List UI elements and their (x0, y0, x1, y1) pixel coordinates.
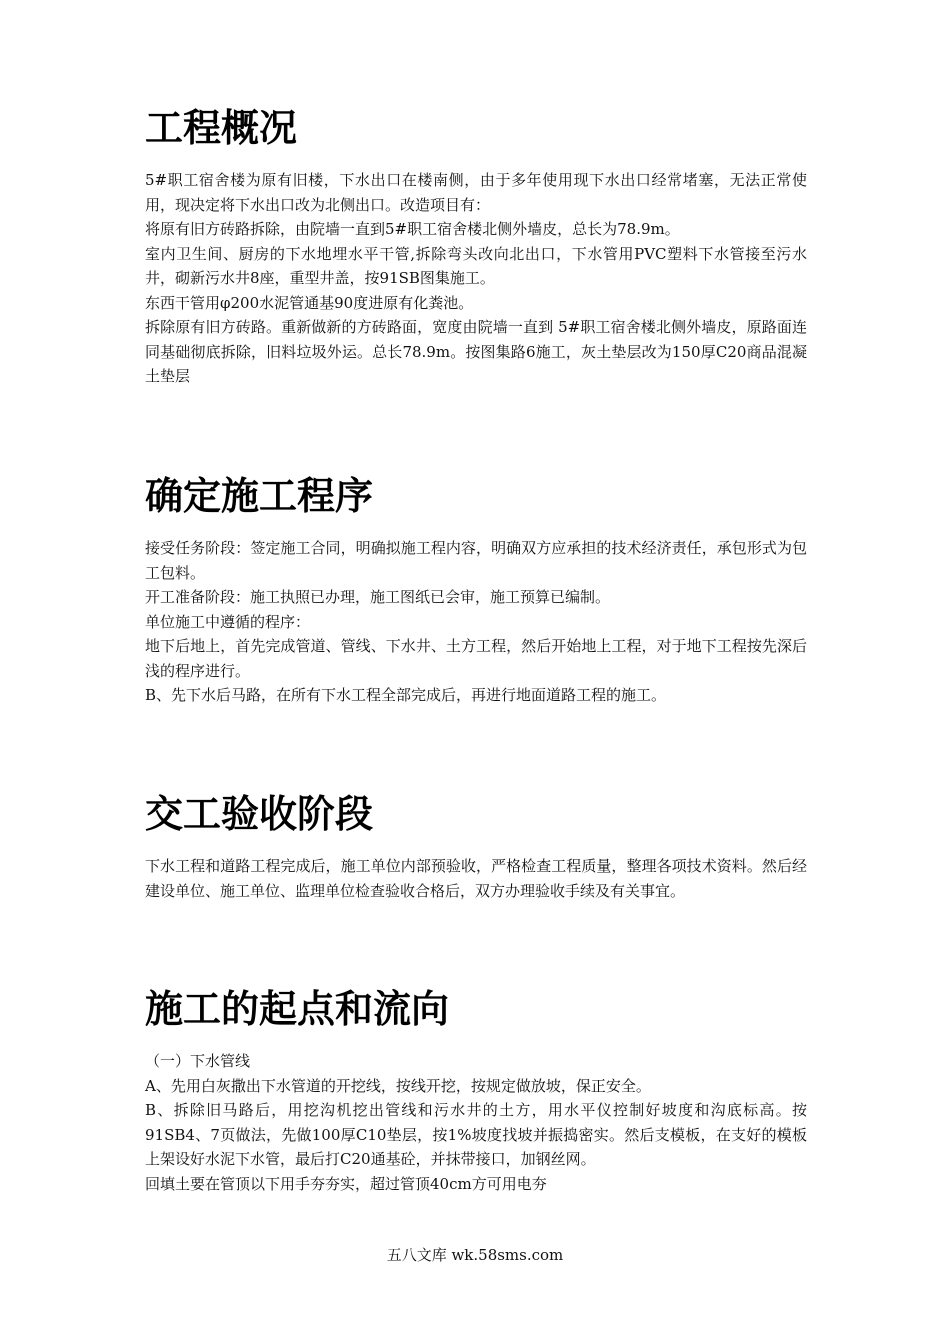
paragraph: 单位施工中遵循的程序： (145, 612, 311, 631)
paragraph: 东西干管用φ200水泥管通基90度进原有化粪池。 (145, 293, 474, 312)
paragraph: A、先用白灰撒出下水管道的开挖线，按线开挖，按规定做放坡，保正安全。 (145, 1076, 651, 1095)
paragraph: （一）下水管线 (145, 1052, 251, 1070)
paragraph: B、先下水后马路，在所有下水工程全部完成后，再进行地面道路工程的施工。 (145, 686, 667, 704)
section-body (145, 1049, 807, 1196)
paragraph: 下水工程和道路工程完成后，施工单位内部预验收，严格检查工程质量，整理各项技术资料。然后经建设单位、施工单位、监理单位检查验收合格后，双方办理验收手续及有关事宜。 (145, 857, 807, 900)
paragraph: 接受任务阶段：签定施工合同，明确拟施工程内容，明确双方应承担的技术经济责任，承包形式为包工包料。 (145, 539, 807, 582)
section-body (145, 168, 807, 389)
paragraph: 5#职工宿舍楼为原有旧楼，下水出口在楼南侧，由于多年使用现下水出口经常堵塞，无法正常使用，现决定将下水出口改为北侧出口。改造项目有： (145, 171, 807, 214)
paragraph: 将原有旧方砖路拆除，由院墙一直到5#职工宿舍楼北侧外墙皮，总长为78.9m。 (145, 220, 680, 238)
paragraph: 拆除原有旧方砖路。重新做新的方砖路面，宽度由院墙一直到 5#职工宿舍楼北侧外墙皮，原路面连同基础彻底拆除，旧料垃圾外运。总长78.9m。按图集路6施工，灰土垫层改为150厚C20商品混凝土垫层 (145, 318, 807, 385)
section-acceptance-stage (145, 792, 807, 903)
section-body (145, 854, 807, 903)
section-start-and-flow (145, 987, 807, 1196)
paragraph: 室内卫生间、厨房的下水地埋水平干管,拆除弯头改向北出口，下水管用PVC塑料下水管接至污水井，砌新污水井8座，重型井盖，按91SB图集施工。 (145, 244, 807, 287)
section-project-overview (145, 106, 807, 389)
paragraph: 回填土要在管顶以下用手夯夯实，超过管顶40cm方可用电夯 (145, 1174, 547, 1193)
section-construction-procedure (145, 474, 807, 708)
section-heading: 施工的起点和流向 (145, 987, 450, 1031)
section-heading: 确定施工程序 (145, 474, 374, 518)
paragraph: 地下后地上，首先完成管道、管线、下水井、土方工程，然后开始地上工程，对于地下工程按先深后浅的程序进行。 (145, 637, 807, 680)
page-footer: 五八文库 wk.58sms.com (386, 1246, 564, 1264)
paragraph: B、拆除旧马路后，用挖沟机挖出管线和污水井的土方，用水平仪控制好坡度和沟底标高。按91SB4、7页做法，先做100厚C10垫层，按1%坡度找坡并振捣密实。然后支模板，在支好的模板上架设好水泥下水管，最后打C20通基砼，并抹带接口，加钢丝网。 (145, 1101, 807, 1168)
section-body (145, 536, 807, 708)
section-heading: 工程概况 (145, 106, 298, 150)
paragraph: 开工准备阶段：施工执照已办理，施工图纸已会审，施工预算已编制。 (145, 588, 611, 606)
section-heading: 交工验收阶段 (145, 792, 374, 836)
